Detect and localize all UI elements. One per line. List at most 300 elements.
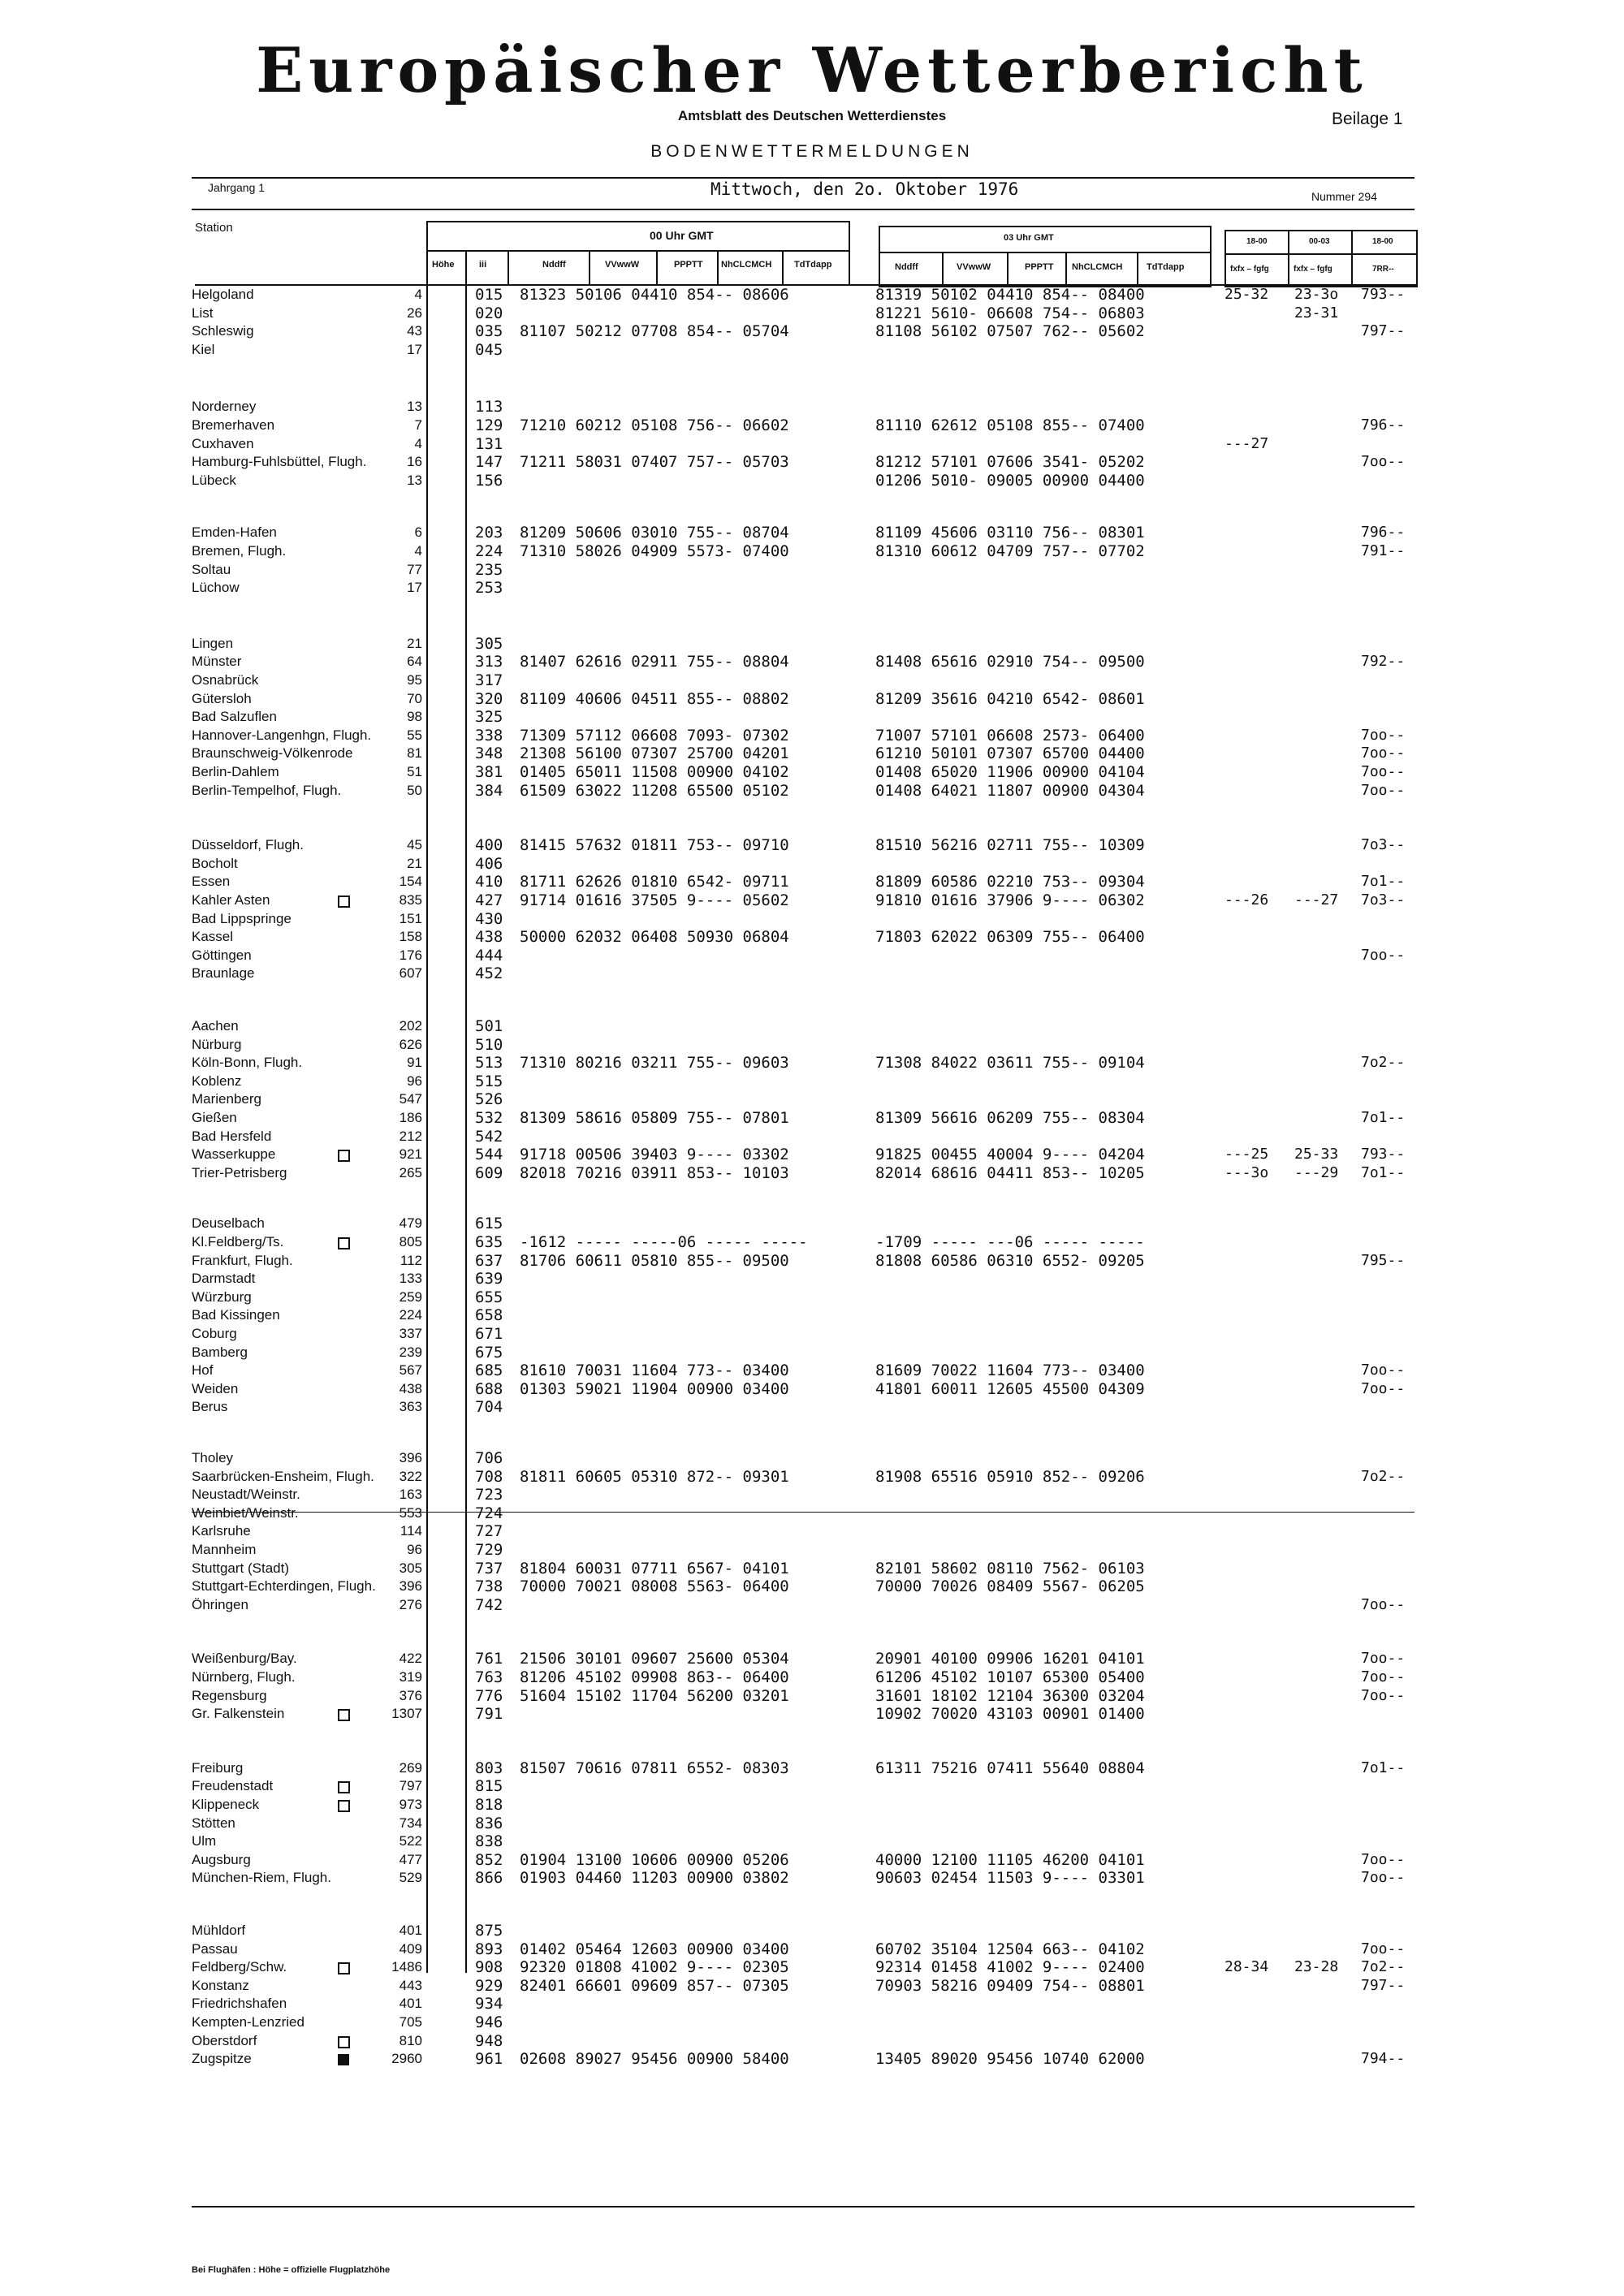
station-name: Berlin-Tempelhof, Flugh. <box>192 783 342 798</box>
section-heading: BODENWETTERMELDUNGEN <box>650 142 974 161</box>
station-name: Braunlage <box>192 965 255 981</box>
station-name: Essen <box>192 874 231 889</box>
col-divider <box>1065 252 1067 284</box>
station-name: Helgoland <box>192 287 254 302</box>
precip-18-00: 7oo-- <box>1361 763 1406 780</box>
station-height: 567 <box>399 1362 422 1378</box>
station-height: 276 <box>399 1597 422 1612</box>
precip-18-00: 795-- <box>1361 1252 1406 1269</box>
precip-18-00: 7oo-- <box>1361 947 1406 964</box>
station-height: 21 <box>407 636 422 651</box>
obs-00: 81309 58616 05809 755-- 07801 <box>520 1109 789 1127</box>
station-height: 96 <box>407 1542 422 1557</box>
station-height: 64 <box>407 654 422 669</box>
station-id: 815 <box>475 1777 503 1795</box>
rule <box>426 250 849 252</box>
rule <box>1224 253 1416 255</box>
footer-rule <box>192 2206 1415 2208</box>
page-title: Europäischer Wetterbericht <box>256 34 1368 106</box>
obs-00: 21506 30101 09607 25600 05304 <box>520 1650 789 1668</box>
station-name: List <box>192 305 214 321</box>
station-height: 734 <box>399 1815 422 1831</box>
obs-03: 01408 65020 11906 00900 04104 <box>875 763 1145 781</box>
station-name: Freiburg <box>192 1760 244 1776</box>
col-header: TdTdapp <box>1147 262 1185 272</box>
station-id: 235 <box>475 561 503 579</box>
obs-00: 01903 04460 11203 00900 03802 <box>520 1869 789 1887</box>
col-header: VVwwW <box>605 260 640 270</box>
station-height: 973 <box>399 1797 422 1812</box>
station-name: Augsburg <box>192 1852 251 1867</box>
station-name: Stötten <box>192 1815 235 1831</box>
station-height: 322 <box>399 1469 422 1484</box>
station-id: 724 <box>475 1504 503 1522</box>
station-name: Ulm <box>192 1833 217 1849</box>
precip-18-00: 792-- <box>1361 653 1406 670</box>
station-height: 626 <box>399 1037 422 1052</box>
station-height: 51 <box>407 764 422 779</box>
station-height: 45 <box>407 837 422 852</box>
obs-00: 81711 62626 01810 6542- 09711 <box>520 873 789 891</box>
open-square-icon <box>338 1781 350 1793</box>
station-id: 015 <box>475 286 503 304</box>
obs-03: 71803 62022 06309 755-- 06400 <box>875 928 1145 946</box>
station-id: 929 <box>475 1977 503 1995</box>
obs-03: 71308 84022 03611 755-- 09104 <box>875 1054 1145 1072</box>
station-id: 147 <box>475 453 503 471</box>
station-name: Öhringen <box>192 1597 248 1612</box>
station-id: 513 <box>475 1054 503 1072</box>
precip-18-00: 7o1-- <box>1361 1109 1406 1126</box>
obs-03: 81209 35616 04210 6542- 08601 <box>875 690 1145 708</box>
obs-00: 81507 70616 07811 6552- 08303 <box>520 1759 789 1777</box>
header-03-uhr: 03 Uhr GMT <box>1004 233 1054 243</box>
issue-date: Mittwoch, den 2o. Oktober 1976 <box>710 179 1019 199</box>
obs-00: 70000 70021 08008 5563- 06400 <box>520 1577 789 1595</box>
obs-03: 81110 62612 05108 855-- 07400 <box>875 416 1145 434</box>
station-name: Norderney <box>192 399 257 414</box>
station-height: 805 <box>399 1234 422 1249</box>
station-id: 706 <box>475 1449 503 1467</box>
precip-18-00: 7o1-- <box>1361 1759 1406 1776</box>
station-name: Münster <box>192 654 242 669</box>
station-id: 615 <box>475 1215 503 1232</box>
station-height: 202 <box>399 1018 422 1034</box>
station-id: 113 <box>475 398 503 416</box>
station-id: 866 <box>475 1869 503 1887</box>
station-height: 158 <box>399 929 422 944</box>
precip-18-00: 7oo-- <box>1361 1362 1406 1379</box>
station-name: Karlsruhe <box>192 1523 251 1539</box>
station-height: 1307 <box>391 1706 422 1721</box>
obs-00: 81610 70031 11604 773-- 03400 <box>520 1362 789 1379</box>
station-height: 835 <box>399 892 422 908</box>
obs-00: 51604 15102 11704 56200 03201 <box>520 1687 789 1705</box>
station-id: 763 <box>475 1668 503 1686</box>
station-id: 384 <box>475 782 503 800</box>
station-id: 400 <box>475 836 503 854</box>
iii-header: iii <box>479 260 487 270</box>
col-divider <box>717 250 719 284</box>
obs-00: 81811 60605 05310 872-- 09301 <box>520 1468 789 1486</box>
station-height: 16 <box>407 454 422 469</box>
obs-03: 81408 65616 02910 754-- 09500 <box>875 653 1145 671</box>
obs-03: 91825 00455 40004 9---- 04204 <box>875 1146 1145 1163</box>
station-name: Soltau <box>192 562 231 577</box>
station-height: 2960 <box>391 2051 422 2066</box>
station-height: 547 <box>399 1091 422 1107</box>
station-name: München-Riem, Flugh. <box>192 1870 331 1885</box>
station-height: 409 <box>399 1941 422 1957</box>
precip-18-00: 7o1-- <box>1361 873 1406 890</box>
station-height: 529 <box>399 1870 422 1885</box>
station-height: 186 <box>399 1110 422 1125</box>
obs-03: 41801 60011 12605 45500 04309 <box>875 1380 1145 1398</box>
station-name: Saarbrücken-Ensheim, Flugh. <box>192 1469 374 1484</box>
col-header: TdTdapp <box>794 260 832 270</box>
precip-18-00: 7oo-- <box>1361 1596 1406 1613</box>
station-id: 427 <box>475 891 503 909</box>
station-id: 515 <box>475 1072 503 1090</box>
precip-18-00: 7oo-- <box>1361 1869 1406 1886</box>
station-id: 893 <box>475 1940 503 1958</box>
station-name: Weißenburg/Bay. <box>192 1651 297 1666</box>
station-name: Mannheim <box>192 1542 257 1557</box>
header-00-uhr: 00 Uhr GMT <box>650 229 714 242</box>
station-id: 348 <box>475 744 503 762</box>
station-name: Koblenz <box>192 1073 242 1089</box>
station-name: Emden-Hafen <box>192 524 277 540</box>
col-divider <box>465 250 467 284</box>
station-id: 452 <box>475 965 503 982</box>
station-id: 946 <box>475 2013 503 2031</box>
station-height: 259 <box>399 1289 422 1305</box>
station-name: Würzburg <box>192 1289 252 1305</box>
station-id: 838 <box>475 1832 503 1850</box>
station-id: 742 <box>475 1596 503 1614</box>
station-height: 151 <box>399 911 422 926</box>
obs-03: 81108 56102 07507 762-- 05602 <box>875 322 1145 340</box>
station-id: 852 <box>475 1851 503 1869</box>
station-name: Kiel <box>192 342 215 357</box>
obs-03: 70000 70026 08409 5567- 06205 <box>875 1577 1145 1595</box>
station-id: 729 <box>475 1541 503 1559</box>
station-name: Kahler Asten <box>192 892 270 908</box>
station-name: Weinbiet/Weinstr. <box>192 1505 299 1521</box>
open-square-icon <box>338 896 350 908</box>
station-height: 438 <box>399 1381 422 1396</box>
obs-03: 01206 5010- 09005 00900 04400 <box>875 472 1145 490</box>
issue-number: Nummer 294 <box>1311 190 1377 203</box>
station-header: Station <box>195 221 233 235</box>
station-height: 553 <box>399 1505 422 1521</box>
station-id: 609 <box>475 1164 503 1182</box>
station-height: 7 <box>414 417 422 433</box>
station-height: 443 <box>399 1978 422 1993</box>
station-height: 477 <box>399 1852 422 1867</box>
gust-00-03: 25-33 <box>1294 1146 1339 1163</box>
station-id: 961 <box>475 2050 503 2068</box>
station-name: Gießen <box>192 1110 237 1125</box>
station-height: 269 <box>399 1760 422 1776</box>
station-height: 77 <box>407 562 422 577</box>
station-name: Lüchow <box>192 580 240 595</box>
precip-18-00: 7oo-- <box>1361 744 1406 762</box>
station-id: 313 <box>475 653 503 671</box>
station-name: Hannover-Langenhgn, Flugh. <box>192 727 372 743</box>
station-id: 635 <box>475 1233 503 1251</box>
station-id: 305 <box>475 635 503 653</box>
precip-18-00: 793-- <box>1361 286 1406 303</box>
station-id: 803 <box>475 1759 503 1777</box>
precip-18-00: 7o2-- <box>1361 1958 1406 1975</box>
obs-00: 91718 00506 39403 9---- 03302 <box>520 1146 789 1163</box>
station-id: 688 <box>475 1380 503 1398</box>
station-height: 43 <box>407 323 422 339</box>
station-height: 17 <box>407 342 422 357</box>
station-name: Stuttgart (Stadt) <box>192 1560 289 1576</box>
station-name: Hof <box>192 1362 214 1378</box>
station-id: 410 <box>475 873 503 891</box>
station-id: 438 <box>475 928 503 946</box>
station-name: Bad Kissingen <box>192 1307 280 1323</box>
open-square-icon <box>338 1237 350 1249</box>
station-id: 791 <box>475 1705 503 1723</box>
station-name: Mühldorf <box>192 1923 246 1938</box>
station-height: 396 <box>399 1578 422 1594</box>
obs-00: 81206 45102 09908 863-- 06400 <box>520 1668 789 1686</box>
station-id: 776 <box>475 1687 503 1705</box>
station-height: 81 <box>407 745 422 761</box>
obs-00: 81107 50212 07708 854-- 05704 <box>520 322 789 340</box>
station-id: 035 <box>475 322 503 340</box>
col-header: NhCLCMCH <box>1072 262 1123 272</box>
station-name: Regensburg <box>192 1688 267 1703</box>
open-square-icon <box>338 1709 350 1721</box>
x2-header: 00-03 <box>1309 237 1330 246</box>
station-height: 265 <box>399 1165 422 1180</box>
station-id: 131 <box>475 435 503 453</box>
station-height: 4 <box>414 436 422 451</box>
station-name: Trier-Petrisberg <box>192 1165 287 1180</box>
obs-03: -1709 ----- ---06 ----- ----- <box>875 1233 1145 1251</box>
precip-18-00: 7oo-- <box>1361 1687 1406 1704</box>
col-divider <box>1007 252 1009 284</box>
col-header: PPPTT <box>674 260 703 270</box>
precip-18-00: 7oo-- <box>1361 453 1406 470</box>
station-height: 13 <box>407 473 422 488</box>
station-id: 737 <box>475 1560 503 1577</box>
station-id: 544 <box>475 1146 503 1163</box>
obs-00: 01904 13100 10606 00900 05206 <box>520 1851 789 1869</box>
obs-00: 50000 62032 06408 50930 06804 <box>520 928 789 946</box>
station-id: 510 <box>475 1036 503 1054</box>
obs-03: 81609 70022 11604 773-- 03400 <box>875 1362 1145 1379</box>
station-name: Deuselbach <box>192 1215 265 1231</box>
station-id: 224 <box>475 542 503 560</box>
station-id: 708 <box>475 1468 503 1486</box>
station-id: 658 <box>475 1306 503 1324</box>
station-id: 020 <box>475 304 503 322</box>
station-name: Lingen <box>192 636 234 651</box>
station-height: 96 <box>407 1073 422 1089</box>
station-id: 836 <box>475 1815 503 1832</box>
obs-00: 81415 57632 01811 753-- 09710 <box>520 836 789 854</box>
obs-00: -1612 ----- -----06 ----- ----- <box>520 1233 808 1251</box>
x3-header: 18-00 <box>1372 237 1393 246</box>
precip-18-00: 7o2-- <box>1361 1054 1406 1071</box>
gust-18-00: ---26 <box>1224 891 1269 908</box>
station-name: Düsseldorf, Flugh. <box>192 837 304 852</box>
precip-18-00: 7o2-- <box>1361 1468 1406 1485</box>
station-height: 396 <box>399 1450 422 1465</box>
station-id: 203 <box>475 524 503 542</box>
station-id: 655 <box>475 1288 503 1306</box>
precip-18-00: 7oo-- <box>1361 1851 1406 1868</box>
col-divider <box>782 250 784 284</box>
open-square-icon <box>338 1962 350 1974</box>
gust-18-00: 28-34 <box>1224 1958 1269 1975</box>
col-divider <box>465 284 467 1973</box>
station-height: 422 <box>399 1651 422 1666</box>
station-height: 705 <box>399 2014 422 2030</box>
open-square-icon <box>338 2036 350 2048</box>
col-divider <box>589 250 590 284</box>
x1-header: 18-00 <box>1246 237 1268 246</box>
station-name: Stuttgart-Echterdingen, Flugh. <box>192 1578 376 1594</box>
group-rule <box>192 1512 1415 1513</box>
col-header: Nddff <box>895 262 918 272</box>
obs-03: 81221 5610- 06608 754-- 06803 <box>875 304 1145 322</box>
open-square-icon <box>338 1150 350 1162</box>
station-id: 501 <box>475 1017 503 1035</box>
station-id: 045 <box>475 341 503 359</box>
station-name: Neustadt/Weinstr. <box>192 1487 300 1502</box>
obs-00: 71309 57112 06608 7093- 07302 <box>520 727 789 744</box>
precip-18-00: 797-- <box>1361 322 1406 339</box>
col-header: VVwwW <box>957 262 991 272</box>
precip-18-00: 7oo-- <box>1361 1668 1406 1685</box>
station-height: 70 <box>407 691 422 706</box>
obs-03: 81319 50102 04410 854-- 08400 <box>875 286 1145 304</box>
station-height: 4 <box>414 543 422 559</box>
station-id: 317 <box>475 671 503 689</box>
station-name: Braunschweig-Völkenrode <box>192 745 353 761</box>
station-id: 542 <box>475 1128 503 1146</box>
station-name: Kempten-Lenzried <box>192 2014 304 2030</box>
station-name: Klippeneck <box>192 1797 260 1812</box>
col-divider <box>656 250 658 284</box>
obs-03: 31601 18102 12104 36300 03204 <box>875 1687 1145 1705</box>
station-name: Weiden <box>192 1381 239 1396</box>
station-height: 239 <box>399 1344 422 1360</box>
gust-18-00: 25-32 <box>1224 286 1269 303</box>
gust-00-03: ---27 <box>1294 891 1339 908</box>
obs-03: 81310 60612 04709 757-- 07702 <box>875 542 1145 560</box>
station-id: 129 <box>475 416 503 434</box>
station-height: 4 <box>414 287 422 302</box>
station-height: 112 <box>400 1253 422 1268</box>
station-id: 381 <box>475 763 503 781</box>
station-name: Bremerhaven <box>192 417 275 433</box>
station-height: 6 <box>414 524 422 540</box>
station-name: Berus <box>192 1399 228 1414</box>
obs-03: 71007 57101 06608 2573- 06400 <box>875 727 1145 744</box>
station-height: 363 <box>399 1399 422 1414</box>
station-name: Bocholt <box>192 856 238 871</box>
station-name: Konstanz <box>192 1978 249 1993</box>
rule <box>192 209 1415 210</box>
obs-00: 71211 58031 07407 757-- 05703 <box>520 453 789 471</box>
y2-header: fxfx – fgfg <box>1294 265 1332 274</box>
obs-00: 81706 60611 05810 855-- 09500 <box>520 1252 789 1270</box>
station-name: Gr. Falkenstein <box>192 1706 285 1721</box>
station-name: Hamburg-Fuhlsbüttel, Flugh. <box>192 454 367 469</box>
precip-18-00: 7oo-- <box>1361 727 1406 744</box>
station-id: 908 <box>475 1958 503 1976</box>
station-id: 156 <box>475 472 503 490</box>
precip-18-00: 797-- <box>1361 1977 1406 1994</box>
station-id: 704 <box>475 1398 503 1416</box>
station-name: Bad Hersfeld <box>192 1129 272 1144</box>
obs-00: 01303 59021 11904 00900 03400 <box>520 1380 789 1398</box>
station-height: 133 <box>399 1271 422 1286</box>
station-id: 444 <box>475 947 503 965</box>
station-id: 761 <box>475 1650 503 1668</box>
station-name: Aachen <box>192 1018 239 1034</box>
station-id: 430 <box>475 910 503 928</box>
col-divider <box>942 252 944 284</box>
station-name: Tholey <box>192 1450 234 1465</box>
station-height: 224 <box>399 1307 422 1323</box>
obs-03: 20901 40100 09906 16201 04101 <box>875 1650 1145 1668</box>
col-divider <box>508 250 509 284</box>
station-height: 95 <box>407 672 422 688</box>
station-id: 338 <box>475 727 503 744</box>
obs-00: 81407 62616 02911 755-- 08804 <box>520 653 789 671</box>
col-header: PPPTT <box>1025 262 1054 272</box>
gust-18-00: ---3o <box>1224 1164 1269 1181</box>
station-id: 875 <box>475 1922 503 1940</box>
col-divider <box>1288 230 1289 284</box>
obs-03: 01408 64021 11807 00900 04304 <box>875 782 1145 800</box>
obs-03: 90603 02454 11503 9---- 03301 <box>875 1869 1145 1887</box>
station-id: 532 <box>475 1109 503 1127</box>
station-height: 163 <box>399 1487 422 1502</box>
station-name: Feldberg/Schw. <box>192 1959 287 1974</box>
precip-18-00: 7oo-- <box>1361 1380 1406 1397</box>
station-id: 406 <box>475 855 503 873</box>
station-id: 637 <box>475 1252 503 1270</box>
station-id: 685 <box>475 1362 503 1379</box>
station-id: 526 <box>475 1090 503 1108</box>
precip-18-00: 796-- <box>1361 524 1406 541</box>
station-height: 98 <box>407 709 422 724</box>
rule <box>192 177 1415 179</box>
station-height: 401 <box>399 1923 422 1938</box>
station-height: 810 <box>399 2033 422 2048</box>
obs-00: 21308 56100 07307 25700 04201 <box>520 744 789 762</box>
obs-00: 92320 01808 41002 9---- 02305 <box>520 1958 789 1976</box>
obs-00: 71210 60212 05108 756-- 06602 <box>520 416 789 434</box>
station-height: 55 <box>407 727 422 743</box>
gust-18-00: ---27 <box>1224 435 1269 452</box>
precip-18-00: 7o3-- <box>1361 891 1406 908</box>
station-id: 727 <box>475 1522 503 1540</box>
station-name: Bremen, Flugh. <box>192 543 287 559</box>
station-id: 723 <box>475 1486 503 1504</box>
obs-03: 91810 01616 37906 9---- 06302 <box>875 891 1145 909</box>
